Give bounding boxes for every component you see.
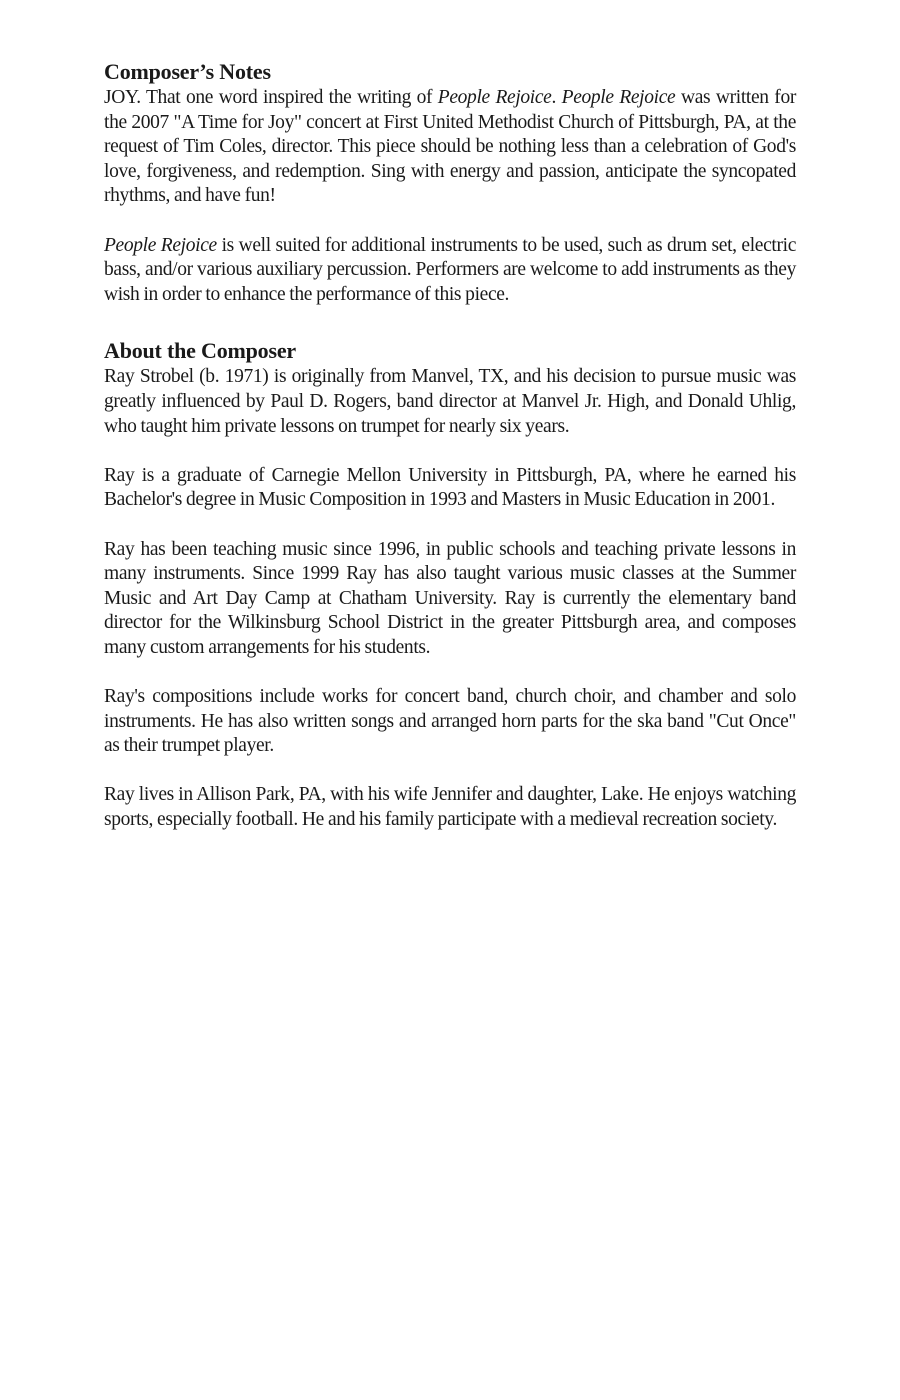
about-paragraph-3: Ray has been teaching music since 1996, in public schools and teaching private lessons in many instruments. Since 1999 Ray has also taught various music classes at the Summer Music and Art Day Camp at Chatham University. Ray is currently the elementary band director for the Wilkinsburg School District in the greater Pittsburgh area, and composes many custom arrangements for his students.	[104, 538, 796, 658]
about-paragraph-4: Ray's compositions include works for concert band, church choir, and chamber and solo instruments. He has also written songs and arranged horn parts for the ska band "Cut Once" as their trumpet player.	[104, 686, 796, 757]
about-paragraph-5: Ray lives in Allison Park, PA, with his wife Jennifer and daughter, Lake. He enjoys watching sports, especially football. He and his family participate with a medieval recreation society.	[104, 784, 796, 831]
composers-notes-paragraph-2	[104, 234, 796, 308]
paragraph-spacer	[104, 439, 796, 464]
text-run: is well suited for additional instruments to be used, such as drum set, electric bass, and/or various auxiliary percussion. Performers are welcome to add instruments as they wish in order to enhance the performance of this piece.	[104, 234, 796, 305]
paragraph-spacer	[104, 209, 796, 234]
about-composer-heading: About the Composer	[104, 338, 296, 364]
work-title: People Rejoice	[437, 87, 552, 108]
work-title: People Rejoice	[104, 234, 217, 256]
paragraph-spacer	[104, 660, 796, 685]
work-title: People Rejoice	[561, 87, 676, 108]
section-spacer	[104, 307, 796, 337]
about-paragraph-1: Ray Strobel (b. 1971) is originally from Manvel, TX, and his decision to pursue music was greatly influenced by Paul D. Rogers, band director at Manvel Jr. High, and Donald Uhlig, who taught him private lessons on trumpet for nearly six years.	[104, 366, 796, 437]
composers-notes-heading: Composer’s Notes	[104, 59, 271, 84]
document-body	[104, 58, 796, 833]
about-paragraph-2: Ray is a graduate of Carnegie Mellon University in Pittsburgh, PA, where he earned his Bachelor's degree in Music Composition in 1993 and Masters in Music Education in 2001.	[104, 464, 796, 511]
text-run: JOY. That one word inspired the writing of	[104, 87, 438, 108]
paragraph-spacer	[104, 759, 796, 784]
composers-notes-paragraph-1	[104, 86, 796, 209]
text-run: was written for the 2007 "A Time for Joy" concert at First United Methodist Church of Pittsburgh, PA, at the request of Tim Coles, director. This piece should be nothing less than a celebration of God's love, forgiveness, and redemption. Sing with energy and passion, anticipate the syncopated rhythms, and have fun!	[104, 87, 796, 207]
text-run: .	[551, 87, 562, 108]
paragraph-spacer	[104, 513, 796, 538]
